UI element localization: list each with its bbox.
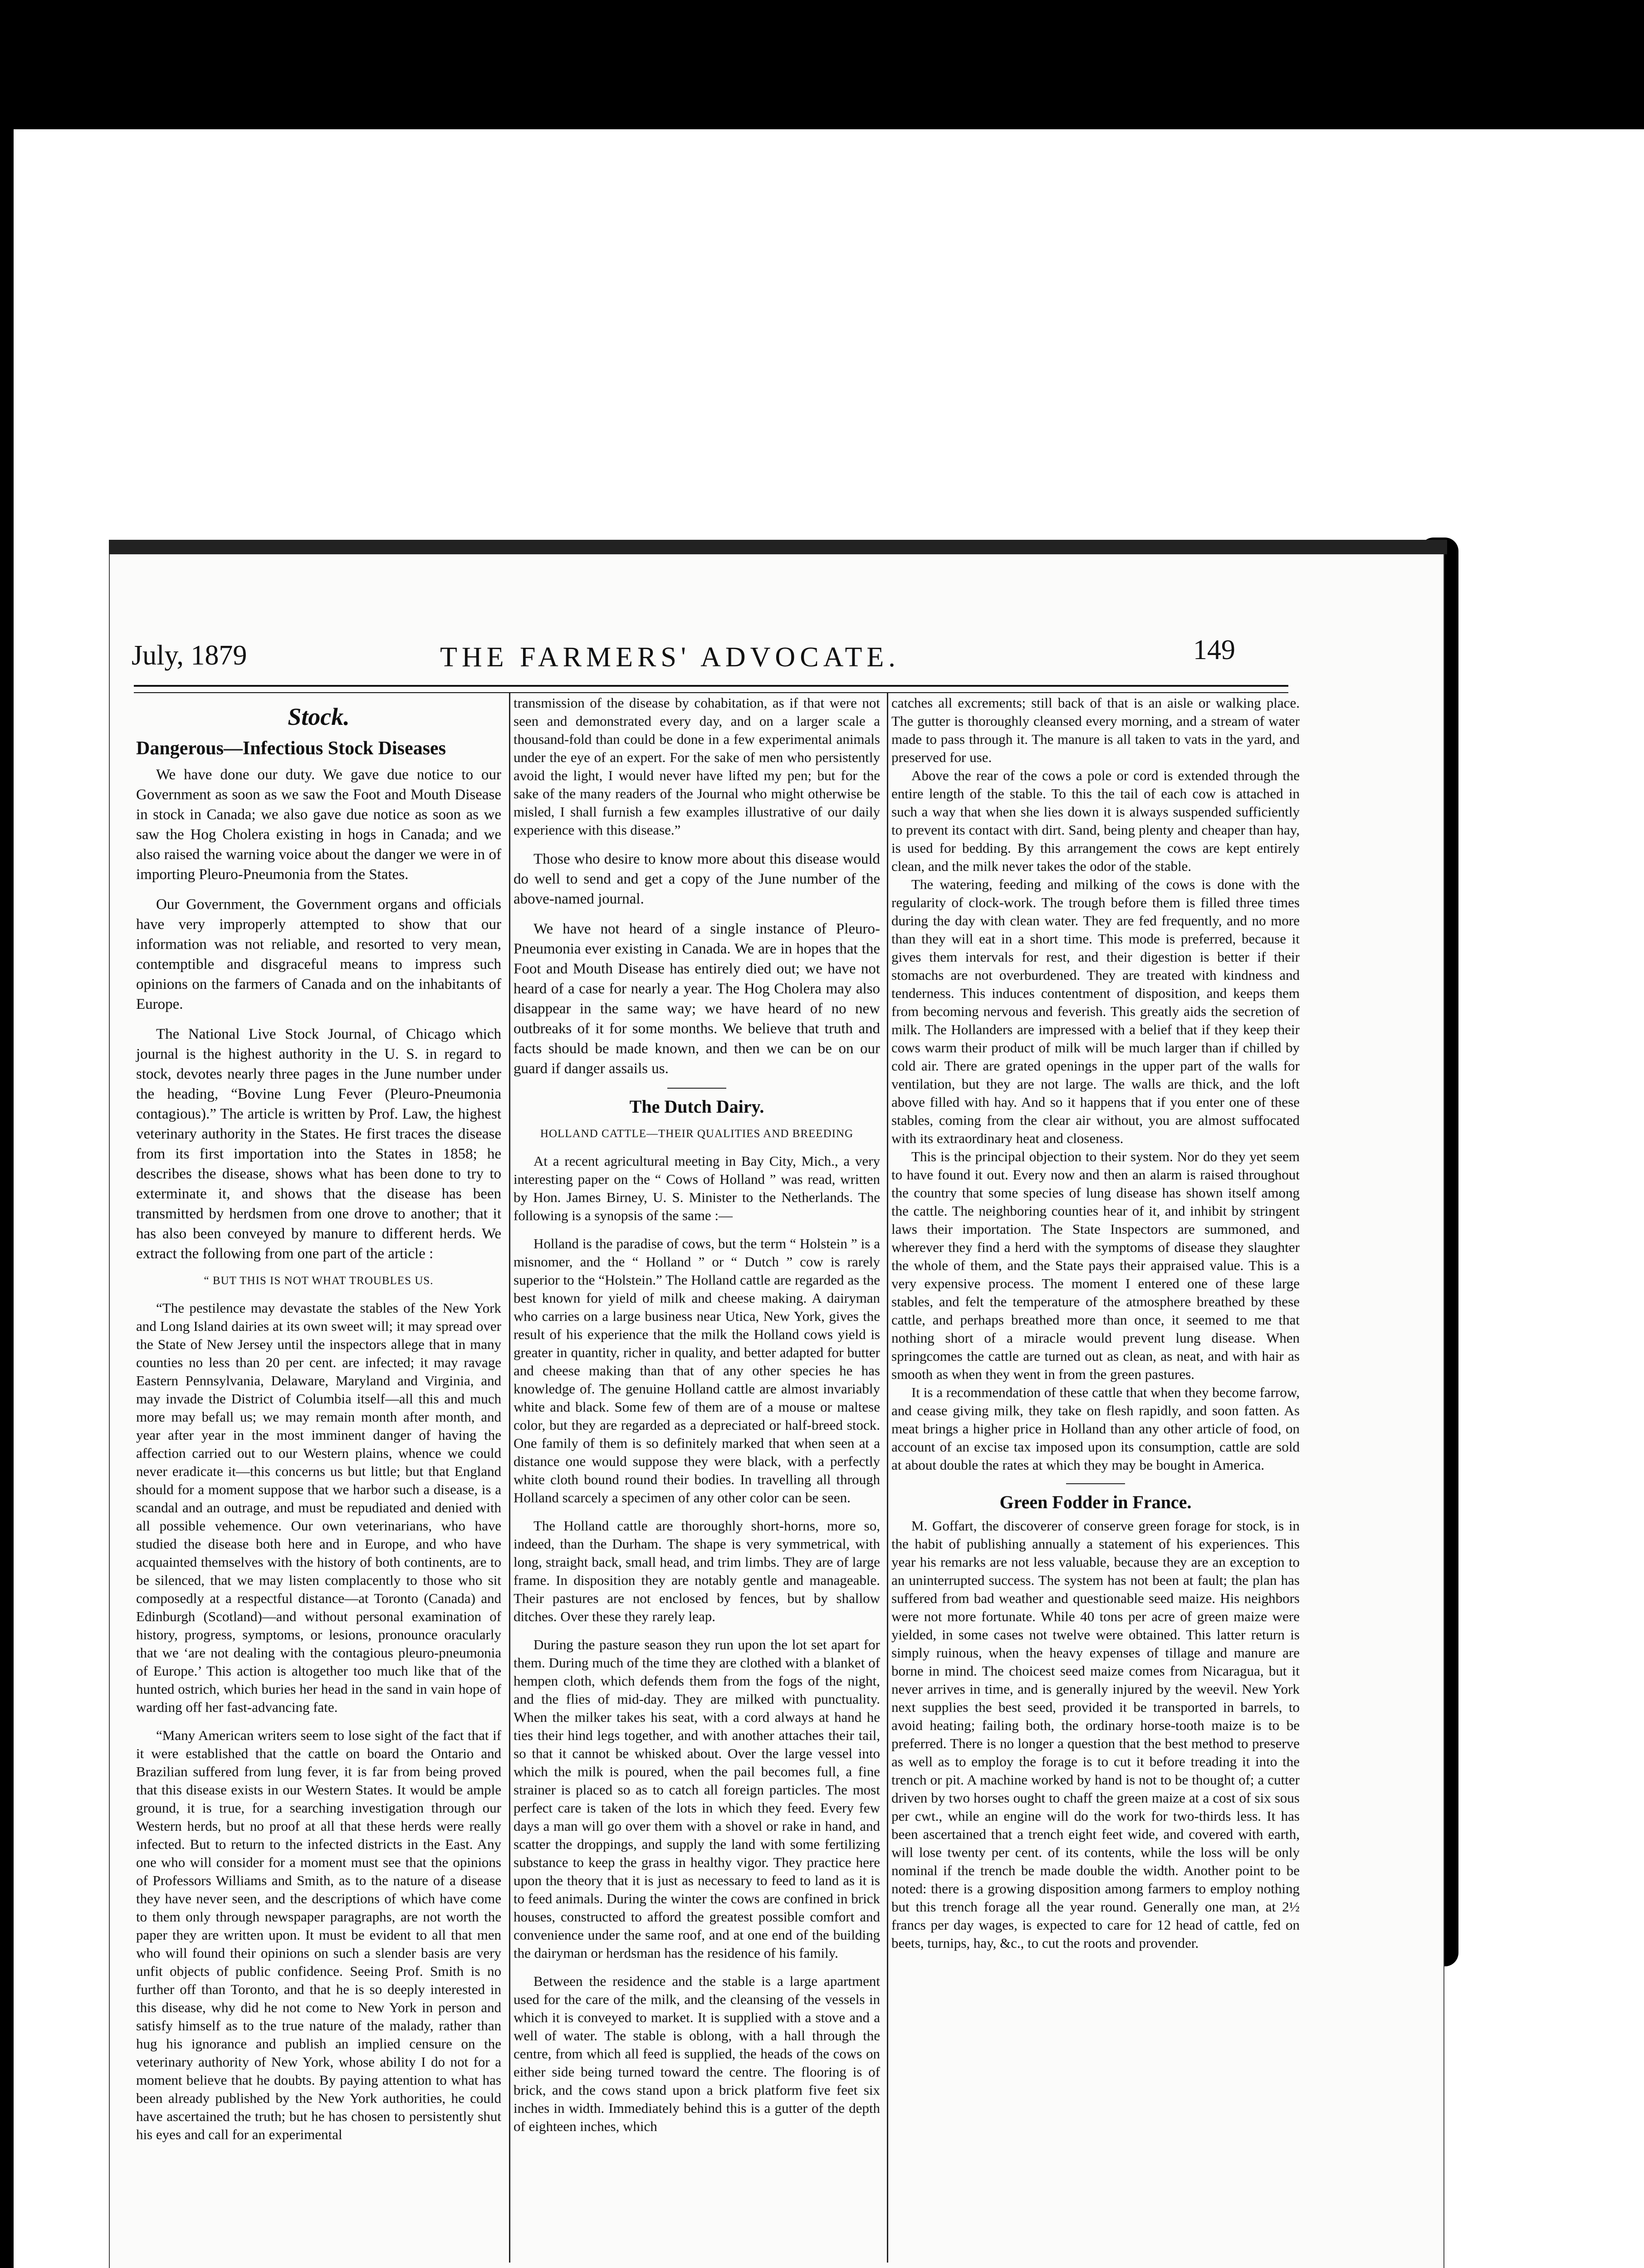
page-top-shadow bbox=[109, 540, 1447, 554]
masthead bbox=[132, 635, 1288, 680]
article-separator bbox=[667, 1088, 726, 1089]
paragraph-continued: catches all excrements; still back of that is an aisle or walking place. The gutter is thoroughly cleansed every morning, and a stream of water made to pass through it. The manure is all taken to vats in the yard, and preserved for use. bbox=[891, 695, 1300, 765]
paragraph: Our Government, the Government organs and officials have very improperly attempted to show that our information was not reliable, and resorted to very mean, contemptible and disgraceful means to impress such opinions on the farmers of Canada and on the inhabitants of Europe. bbox=[136, 896, 501, 1012]
paragraph: M. Goffart, the discoverer of conserve green forage for stock, is in the habit of publishing annually a statement of his experiences. This year his remarks are not less valuable, because they are an exception to an uninterrupted success. The system has not been at fault; the plan has suffered from bad weather and questionable seed maize. His neighbors were not more fortunate. While 40 tons per acre of green maize were yielded, in some cases not twelve were obtained. This latter return is simply ruinous, when the heavy expenses of tillage and manure are borne in mind. The choicest seed maize comes from Nicaragua, but it never arrives in time, and is generally injured by the weevil. New York next supplies the best seed, provided it be transported in barrels, to avoid heating; failing both, the ordinary horse-tooth maize is to be preferred. There is no longer a question that the best method to preserve as well as to employ the forage is to cut it before treading it into the trench or pit. A machine worked by hand is not to be thought of; a cutter driven by two horses ought to chaff the green maize at a cost of six sous per cwt., while an engine will do the work for two-thirds less. It has been ascertained that a trench eight feet wide, and covered with earth, will lose twenty per cent. of its contents, while the loss will be only nominal if the trench be made double the width. Another point to be noted: there is a growing disposition among farmers to employ nothing but this trench forage all the year round. Generally one man, at 2½ francs per day wages, is expected to care for 12 head of cattle, fed on beets, turnips, hay, &c., to cut the roots and provender. bbox=[891, 1518, 1300, 1951]
paragraph: Holland is the paradise of cows, but the term “ Holstein ” is a misnomer, and the “ Holland ” or “ Dutch ” cow is rarely superior to the “Holstein.” The Holland cattle are regarded as the best known for yield of milk and cheese making. A dairyman who carries on a large business near Utica, New York, gives the result of his experience that the milk the Holland cows yield is greater in quantity, richer in quality, and better adapted for butter and cheese making than that of any other species he has knowledge of. The genuine Holland cattle are almost invariably white and black. Some few of them are of a mouse or maltese color, but they are regarded as a depreciated or half-breed stock. One family of them is so definitely marked that when seen at a distance one would suppose they were black, with a perfectly white cloth bound round their bodies. In travelling all through Holland scarcely a specimen of any other color can be seen. bbox=[514, 1236, 880, 1505]
quoted-paragraph: “The pestilence may devastate the stables of the New York and Long Island dairies at its own sweet will; it may spread over the State of New Jersey until the inspectors allege that in many counties no less than 20 per cent. are infected; it may ravage Eastern Pennsylvania, Delaware, Maryland and Virginia, and may invade the District of Columbia itself—all this and much more may befall us; we may remain month after month, and year after year in the most imminent danger of having the affection carried out to our Western plains, whence we could never eradicate it—this concerns us but little; but that England should for a moment suppose that we harbor such a disease, is a scandal and an outrage, and must be repudiated and denied with all possible vehemence. Our own veterinarians, who have studied the disease both here and in Europe, and who have acquainted themselves with the history of both continents, are to be silenced, that we may listen complacently to those who sit composedly at a respectful distance—at Toronto (Canada) and Edinburgh (Scotland)—and without personal examination of history, progress, symptoms, or lesions, pronounce oracularly that we ‘are not dealing with the contagious pleuro-pneumonia of Europe.’ This action is altogether too much like that of the hunted ostrich, which buries her head in the sand in vain hope of warding off her fast-advancing fate. bbox=[136, 1300, 501, 1715]
column-1 bbox=[136, 699, 501, 2144]
paragraph: The Holland cattle are thoroughly short-horns, more so, indeed, than the Durham. The shape is very symmetrical, with long, straight back, small head, and trim limbs. They are of large frame. In disposition they are notably gentle and manageable. Their pastures are not enclosed by fences, but by shallow ditches. Over these they rarely leap. bbox=[514, 1518, 880, 1624]
column-divider-1 bbox=[509, 693, 510, 2263]
paragraph: Above the rear of the cows a pole or cord is extended through the entire length of the stable. To this the tail of each cow is attached in such a way that when she lies down it is always suspended sufficiently to prevent its contact with dirt. Sand, being plenty and cheaper than hay, is used for bedding. By this arrangement the cows are kept entirely clean, and the milk never takes the odor of the stable. bbox=[891, 767, 1300, 874]
paragraph: This is the principal objection to their system. Nor do they yet seem to have found it out. Every now and then an alarm is raised throughout the country that some species of lung disease has shown itself among the cattle. The neighboring counties hear of it, and inhibit by stringent laws their importation. The State Inspectors are summoned, and wherever they find a herd with the symptoms of disease they slaughter the whole of them, and the State pays their appraised value. This is a very expensive process. The moment I entered one of these large stables, and felt the temperature of the atmosphere breathed by these cattle, and perhaps breathed more than once, it seemed to me that nothing short of a miracle would prevent lung disease. When springcomes the cattle are turned out as clean, as neat, and with hair as smooth as when they went in from the green pastures. bbox=[891, 1149, 1300, 1382]
section-heading: Stock. bbox=[288, 703, 350, 730]
page-number: 149 bbox=[1193, 635, 1235, 665]
quote-subheading: “ BUT THIS IS NOT WHAT TROUBLES US. bbox=[204, 1275, 434, 1287]
column-divider-2 bbox=[887, 693, 888, 2263]
masthead-rule bbox=[134, 685, 1288, 693]
paragraph: The National Live Stock Journal, of Chicago which journal is the highest authority in the U. S. in regard to stock, devotes nearly three pages in the June number under the heading, “Bovine Lung Fever (Pleuro-Pneumonia contagious).” The article is written by Prof. Law, the highest veterinary authority in the States. He first traces the disease from its first importation into the States in 1858; he describes the disease, shows what has been done to try to exterminate it, and shows that the disease has been transmitted by herdsmen from one drove to another; that it has also been conveyed by manure to different herds. We extract the following from one part of the article : bbox=[136, 1026, 501, 1262]
issue-date: July, 1879 bbox=[132, 640, 247, 671]
paragraph: We have not heard of a single instance of Pleuro-Pneumonia ever existing in Canada. We are in hopes that the Foot and Mouth Disease has entirely died out; we have not heard of a case for nearly a year. The Hog Cholera may also disappear in the same way; we have heard of no new outbreaks of it for some months. We believe that truth and facts should be made known, and then we can be on our guard if danger assails us. bbox=[514, 921, 880, 1077]
paragraph: Between the residence and the stable is a large apartment used for the care of the milk, and the cleansing of the vessels in which it is conveyed to market. It is supplied with a stove and a well of water. The stable is oblong, with a hall through the centre, from which all feed is supplied, the heads of the cows on either side being turned toward the centre. The flooring is of brick, and the cows stand upon a brick platform five feet six inches in width. Immediately behind this is a gutter of the depth of eighteen inches, which bbox=[514, 1973, 880, 2134]
article-headline: Dangerous—Infectious Stock Diseases bbox=[136, 738, 446, 759]
paragraph: The watering, feeding and milking of the cows is done with the regularity of clock-work. The trough before them is filled three times during the day with clean water. They are fed frequently, and no more than they will eat in a short time. This mode is preferred, because it gives them intervals for rest, and their digestion is better if their stomachs are not overburdened. They are treated with kindness and tenderness. This induces contentment of disposition, and keeps them from becoming nervous and feverish. This greatly aids the secretion of milk. The Hollanders are impressed with a belief that if they keep their cows warm their product of milk will be much larger than if chilled by cold air. There are grated openings in the upper part of the walls for ventilation, but they are not large. The walls are thick, and the loft above filled with hay. And so it happens that if you enter one of these stables, coming from the clear air without, you are almost suffocated with its extraordinary heat and closeness. bbox=[891, 876, 1300, 1146]
quoted-paragraph: “Many American writers seem to lose sight of the fact that if it were established that the cattle on board the Ontario and Brazilian suffered from lung fever, it is far from being proved that this disease exists in our Western States. It would be ample ground, it is true, for a searching investigation through our Western herds, but no proof at all that these herds were really infected. But to return to the infected districts in the East. Any one who will consider for a moment must see that the opinions of Professors Williams and Smith, as to the nature of a disease they have never seen, and the descriptions of which have come to them only through newspaper paragraphs, are not worth the paper they are written upon. It must be evident to all that men who will found their opinions on such a slender basis are very unfit objects of public confidence. Seeing Prof. Smith is no further off than Toronto, and that he is so deeply interested in this disease, why did he not come to New York in person and satisfy himself as to the true nature of the malady, rather than hug his ignorance and publish an implied censure on the veterinary authority of New York, whose ability I do not for a moment believe that he doubts. By paying attention to what has been already published by the New York authorities, he could have ascertained the truth; but he has chosen to persistently shut his eyes and call for an experimental bbox=[136, 1727, 501, 2142]
paragraph: During the pasture season they run upon the lot set apart for them. During much of the time they are clothed with a blanket of hempen cloth, which defends them from the fogs of the night, and the flies of mid-day. They are milked with punctuality. When the milker takes his seat, with a cord always at hand he ties their hind legs together, and with another attaches their tail, so that it cannot be whisked about. Over the large vessel into which the milk is poured, when the pail becomes full, a fine strainer is placed so as to catch all foreign particles. The most perfect care is taken of the lots in which they feed. Every few days a man will go over them with a shovel or rake in hand, and scatter the droppings, and supply the land with some fertilizing substance to keep the grass in healthy vigor. They practice here upon the theory that it is just as necessary to feed to land as it is to feed animals. During the winter the cows are confined in brick houses, constructed to afford the greatest possible comfort and convenience under the same roof, and at one end of the building the dairyman or herdsman has the residence of his family. bbox=[514, 1637, 880, 1961]
column-3 bbox=[891, 694, 1300, 1952]
article-subheading: HOLLAND CATTLE—THEIR QUALITIES AND BREEDING bbox=[540, 1128, 854, 1140]
quoted-paragraph-continued: transmission of the disease by cohabitation, as if that were not seen and demonstrated every day, and on a larger scale a thousand-fold than could be done in a few experimental animals under the eye of an expert. For the sake of men who persistently avoid the light, I would never have lifted my pen; but for the sake of the many readers of the Journal who might otherwise be misled, I shall furnish a few examples illustrative of our daily experience with this disease.” bbox=[514, 695, 880, 838]
paragraph: At a recent agricultural meeting in Bay City, Mich., a very interesting paper on the “ Cows of Holland ” was read, written by Hon. James Birney, U. S. Minister to the Netherlands. The following is a synopsis of the same :— bbox=[514, 1153, 880, 1223]
paragraph: Those who desire to know more about this disease would do well to send and get a copy of the June number of the above-named journal. bbox=[514, 851, 880, 907]
article-separator bbox=[1066, 1483, 1125, 1484]
publication-title: THE FARMERS' ADVOCATE. bbox=[440, 642, 900, 673]
article-headline: The Dutch Dairy. bbox=[629, 1096, 764, 1117]
article-headline: Green Fodder in France. bbox=[999, 1492, 1192, 1512]
paragraph: We have done our duty. We gave due notice to our Government as soon as we saw the Foot and Mouth Disease in stock in Canada; we also gave due notice as soon as we saw the Hog Cholera existing in hogs in Canada; and we also raised the warning voice about the danger we were in of importing Pleuro-Pneumonia from the States. bbox=[136, 767, 501, 883]
column-2 bbox=[514, 694, 880, 2136]
paragraph: It is a recommendation of these cattle that when they become farrow, and cease giving milk, they take on flesh rapidly, and soon fatten. As meat brings a higher price in Holland than any other article of food, on account of an excise tax imposed upon its consumption, cattle are sold at about double the rates at which they may be bought in America. bbox=[891, 1384, 1300, 1473]
